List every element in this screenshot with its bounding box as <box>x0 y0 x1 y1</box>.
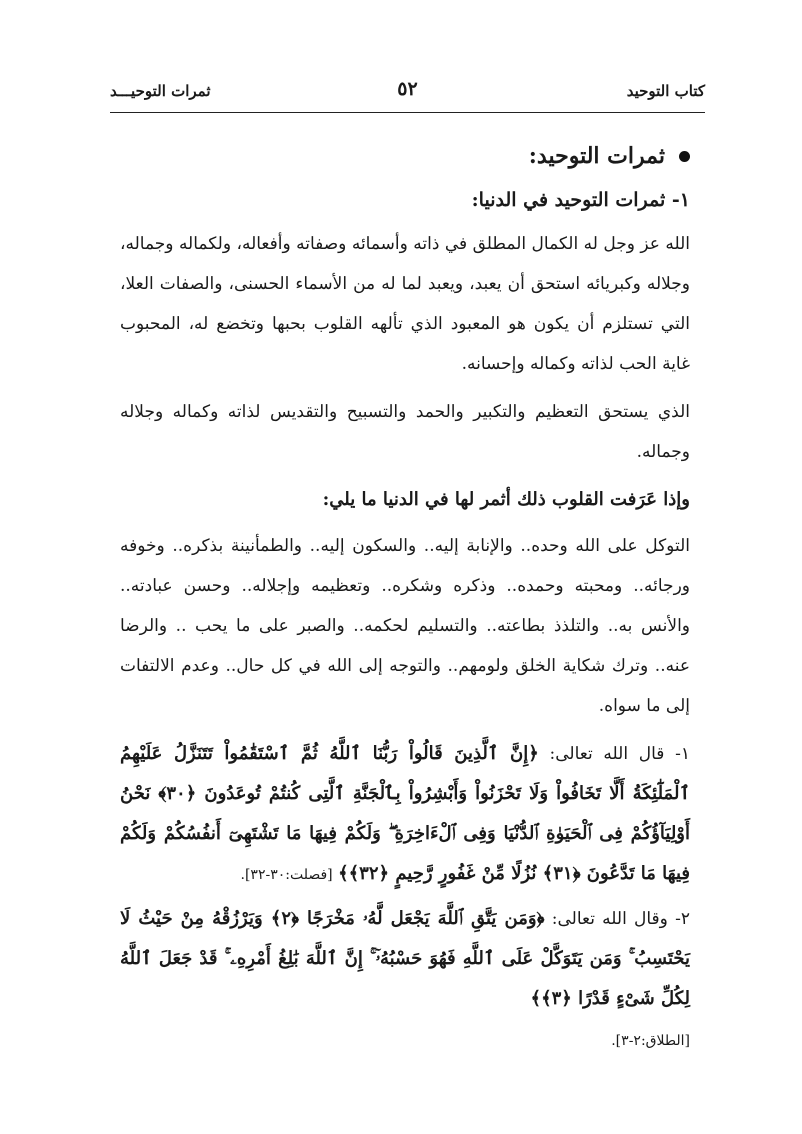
subsection-heading: ١- ثمرات التوحيد في الدنيا: <box>471 189 690 211</box>
verse-intro: وقال الله تعالى: <box>551 909 668 929</box>
page-content <box>120 136 690 1061</box>
verse-reference: [فصلت:٣٠-٣٢]. <box>240 867 333 883</box>
verse-number: ١- <box>675 744 691 764</box>
paragraph: الذي يستحق التعظيم والتكبير والحمد والتسبيح والتقديس لذاته وكماله وجلاله وجماله. <box>120 402 690 462</box>
emphasis-line: وإذا عَرَفت القلوب ذلك أثمر لها في الدنيا ما يلي: <box>322 489 690 510</box>
section-title: ثمرات التوحيد: <box>528 143 665 169</box>
page-number: ٥٢ <box>397 78 418 100</box>
verse-intro: قال الله تعالى: <box>549 744 665 764</box>
verse-item <box>120 899 690 1019</box>
page-header <box>110 78 705 108</box>
fruits-list-paragraph: التوكل على الله وحده.. والإنابة إليه.. والسكون إليه.. والطمأنينة بذكره.. وخوفه ورجائه.. ومحبته وحمده.. وذكره وشكره.. وتعظيمه وإجلاله.. وحسن عبادته.. والأنس به.. والتلذذ بطاعته.. والتسليم لحكمه.. والصبر على ما يحب .. والرضا عنه.. وترك شكاية الخلق ولومهم.. والتوجه إلى الله في كل حال.. وعدم الالتفات إلى ما سواه. <box>120 536 690 716</box>
section-heading <box>120 136 690 176</box>
quran-text: ﴿وَمَن يَتَّقِ ٱللَّهَ يَجْعَل لَّهُۥ مَخْرَجًا ﴿٢﴾ وَيَرْزُقْهُ مِنْ حَيْثُ لَا يَحْتَسِبُ ۚ وَمَن يَتَوَكَّلْ عَلَى ٱللَّهِ فَهُوَ حَسْبُهُۥٓ ۚ إِنَّ ٱللَّهَ بَٰلِغُ أَمْرِهِۦ ۚ قَدْ جَعَلَ ٱللَّهُ لِكُلِّ شَىْءٍ قَدْرًا ﴿٣﴾﴾ <box>120 908 690 1009</box>
verse-item <box>120 734 690 895</box>
header-divider <box>110 112 705 113</box>
quran-text: ﴿إِنَّ ٱلَّذِينَ قَالُواْ رَبُّنَا ٱللَّهُ ثُمَّ ٱسْتَقَٰمُواْ تَتَنَزَّلُ عَلَيْهِمُ ٱلْمَلَٰٓئِكَةُ أَلَّا تَخَافُواْ وَلَا تَحْزَنُواْ وَأَبْشِرُواْ بِٱلْجَنَّةِ ٱلَّتِى كُنتُمْ تُوعَدُونَ ﴿٣٠﴾ نَحْنُ أَوْلِيَآؤُكُمْ فِى ٱلْحَيَوٰةِ ٱلدُّنْيَا وَفِى ٱلْءَاخِرَةِ ۖ وَلَكُمْ فِيهَا مَا تَشْتَهِىٓ أَنفُسُكُمْ وَلَكُمْ فِيهَا مَا تَدَّعُونَ ﴿٣١﴾ نُزُلًا مِّنْ غَفُورٍ رَّحِيمٍ ﴿٣٢﴾﴾ <box>120 743 690 884</box>
chapter-title: ثمرات التوحيـــد <box>110 82 211 100</box>
verse-number: ٢- <box>675 909 691 929</box>
verse-reference: [الطلاق:٢-٣]. <box>611 1033 690 1049</box>
book-title: كتاب التوحيد <box>626 82 705 100</box>
bullet-icon <box>679 151 690 162</box>
paragraph: الله عز وجل له الكمال المطلق في ذاته وأسمائه وصفاته وأفعاله، ولكماله وجماله، وجلاله وكبريائه استحق أن يعبد، ويعبد لما له من الأسماء الحسنى، والصفات العلا، التي تستلزم أن يكون هو المعبود الذي تألهه القلوب بحبها وتخضع له، المحبوب غاية الحب لذاته وكماله وإحسانه. <box>120 234 690 374</box>
